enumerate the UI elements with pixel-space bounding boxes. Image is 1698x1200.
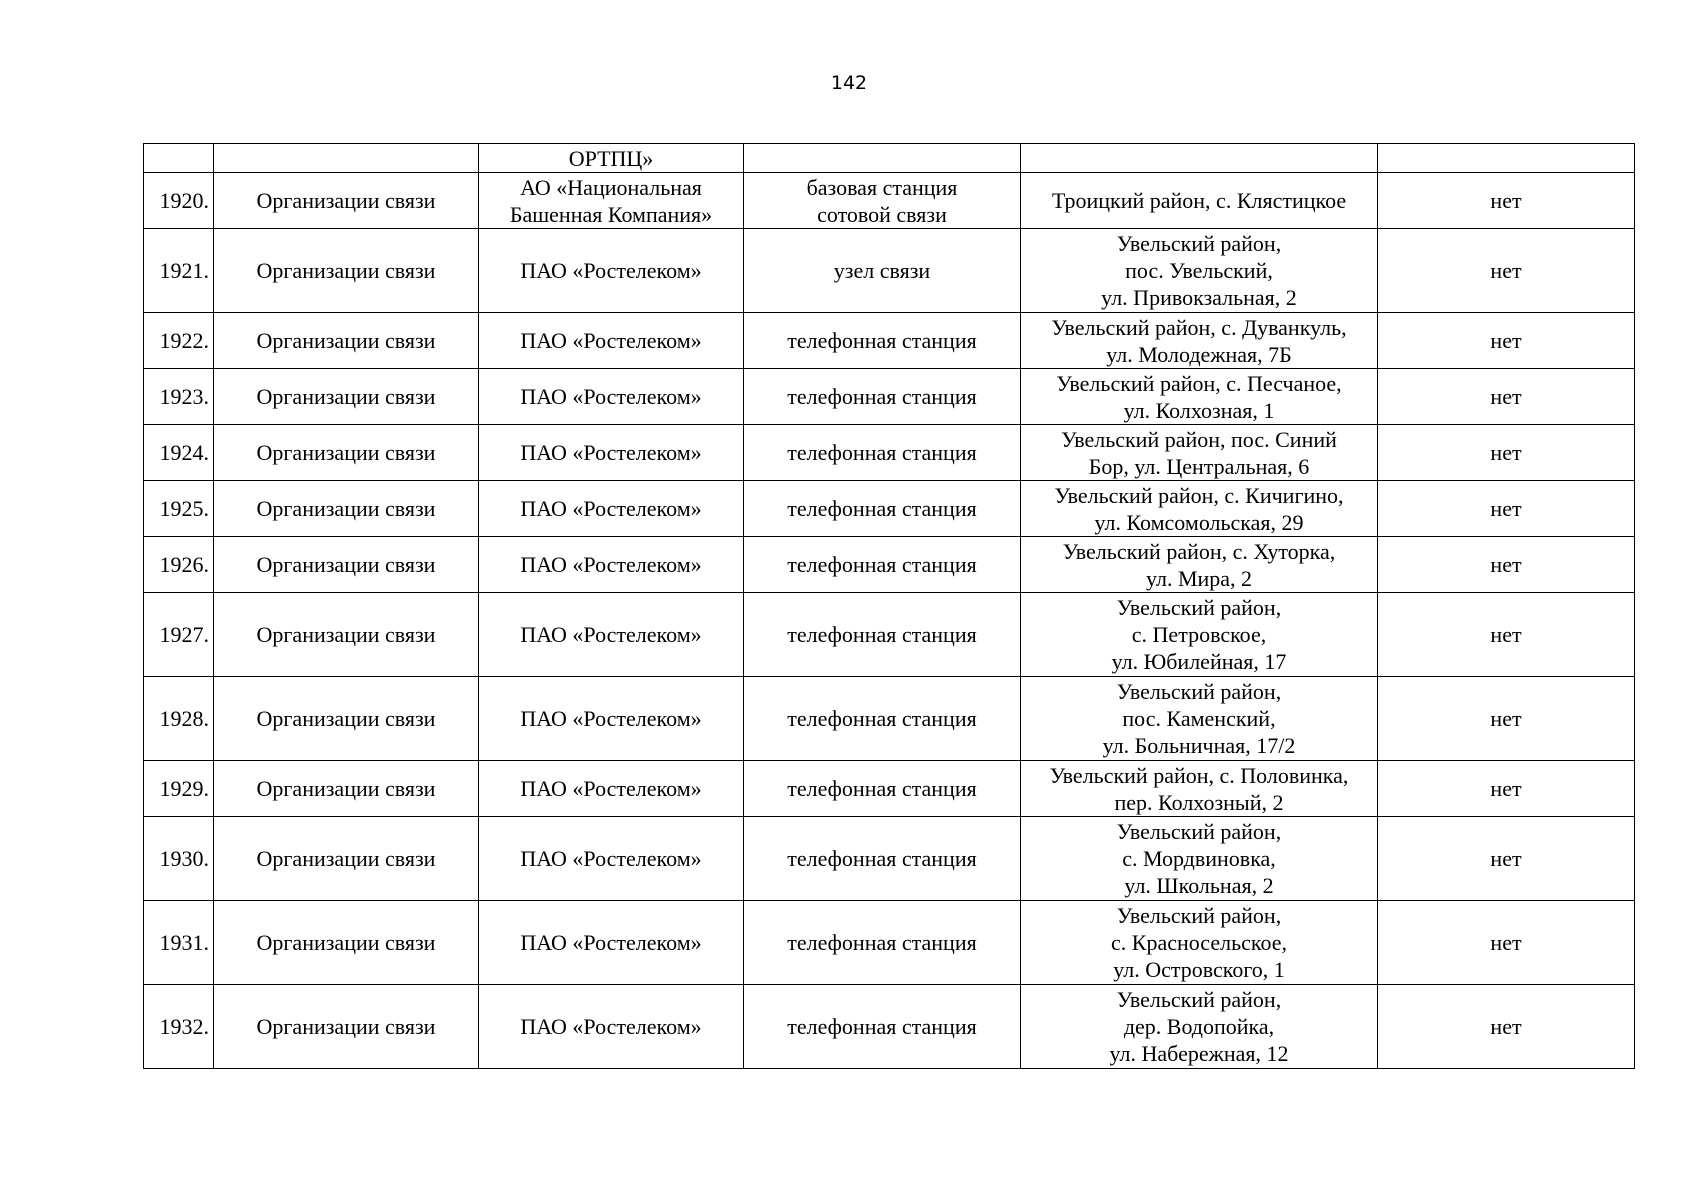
flag-cell: нет <box>1378 537 1635 593</box>
flag-cell: нет <box>1378 369 1635 425</box>
organization-cell: ПАО «Ростелеком» <box>479 537 744 593</box>
flag-cell: нет <box>1378 901 1635 985</box>
category-cell: Организации связи <box>214 369 479 425</box>
address-cell: Увельский район, с. Мордвиновка, ул. Школьная, 2 <box>1021 817 1378 901</box>
row-number-cell: 1922. <box>144 313 214 369</box>
address-cell: Увельский район, с. Дуванкуль, ул. Молодежная, 7Б <box>1021 313 1378 369</box>
objects-table <box>143 143 1635 1069</box>
organization-cell: ПАО «Ростелеком» <box>479 425 744 481</box>
flag-cell: нет <box>1378 985 1635 1069</box>
category-cell: Организации связи <box>214 677 479 761</box>
address-cell: Увельский район, с. Петровское, ул. Юбилейная, 17 <box>1021 593 1378 677</box>
table-row <box>144 593 1635 677</box>
category-cell: Организации связи <box>214 173 479 229</box>
flag-cell: нет <box>1378 593 1635 677</box>
row-number-cell: 1926. <box>144 537 214 593</box>
category-cell: Организации связи <box>214 761 479 817</box>
row-number-cell: 1930. <box>144 817 214 901</box>
address-cell: Увельский район, с. Красносельское, ул. Островского, 1 <box>1021 901 1378 985</box>
objects-table-body <box>144 144 1635 1069</box>
table-row <box>144 173 1635 229</box>
row-number-cell <box>144 144 214 173</box>
table-row <box>144 677 1635 761</box>
row-number-cell: 1925. <box>144 481 214 537</box>
object-type-cell: телефонная станция <box>744 313 1021 369</box>
object-type-cell: телефонная станция <box>744 677 1021 761</box>
table-row <box>144 817 1635 901</box>
organization-cell: ПАО «Ростелеком» <box>479 761 744 817</box>
row-number-cell: 1927. <box>144 593 214 677</box>
table-row <box>144 761 1635 817</box>
organization-cell: ПАО «Ростелеком» <box>479 481 744 537</box>
page-number: 142 <box>830 72 868 94</box>
organization-cell: ПАО «Ростелеком» <box>479 817 744 901</box>
organization-cell: ОРТПЦ» <box>479 144 744 173</box>
object-type-cell: телефонная станция <box>744 593 1021 677</box>
flag-cell: нет <box>1378 229 1635 313</box>
address-cell: Увельский район, пос. Увельский, ул. Привокзальная, 2 <box>1021 229 1378 313</box>
organization-cell: ПАО «Ростелеком» <box>479 229 744 313</box>
object-type-cell: телефонная станция <box>744 985 1021 1069</box>
object-type-cell: телефонная станция <box>744 369 1021 425</box>
flag-cell: нет <box>1378 761 1635 817</box>
address-cell: Троицкий район, с. Клястицкое <box>1021 173 1378 229</box>
flag-cell: нет <box>1378 817 1635 901</box>
category-cell: Организации связи <box>214 425 479 481</box>
table-row <box>144 425 1635 481</box>
flag-cell <box>1378 144 1635 173</box>
row-number-cell: 1928. <box>144 677 214 761</box>
table-row <box>144 481 1635 537</box>
organization-cell: ПАО «Ростелеком» <box>479 901 744 985</box>
organization-cell: ПАО «Ростелеком» <box>479 313 744 369</box>
table-row <box>144 901 1635 985</box>
organization-cell: ПАО «Ростелеком» <box>479 985 744 1069</box>
row-number-cell: 1920. <box>144 173 214 229</box>
address-cell: Увельский район, с. Кичигино, ул. Комсомольская, 29 <box>1021 481 1378 537</box>
category-cell: Организации связи <box>214 901 479 985</box>
address-cell: Увельский район, с. Хуторка, ул. Мира, 2 <box>1021 537 1378 593</box>
organization-cell: ПАО «Ростелеком» <box>479 369 744 425</box>
flag-cell: нет <box>1378 677 1635 761</box>
flag-cell: нет <box>1378 173 1635 229</box>
row-number-cell: 1924. <box>144 425 214 481</box>
object-type-cell: телефонная станция <box>744 481 1021 537</box>
category-cell: Организации связи <box>214 229 479 313</box>
table-row-continuation <box>144 144 1635 173</box>
object-type-cell <box>744 144 1021 173</box>
organization-cell: ПАО «Ростелеком» <box>479 677 744 761</box>
category-cell: Организации связи <box>214 985 479 1069</box>
address-cell: Увельский район, пос. Синий Бор, ул. Центральная, 6 <box>1021 425 1378 481</box>
address-cell: Увельский район, пос. Каменский, ул. Больничная, 17/2 <box>1021 677 1378 761</box>
row-number-cell: 1931. <box>144 901 214 985</box>
flag-cell: нет <box>1378 425 1635 481</box>
category-cell: Организации связи <box>214 313 479 369</box>
organization-cell: АО «Национальная Башенная Компания» <box>479 173 744 229</box>
object-type-cell: телефонная станция <box>744 537 1021 593</box>
flag-cell: нет <box>1378 481 1635 537</box>
address-cell: Увельский район, дер. Водопойка, ул. Набережная, 12 <box>1021 985 1378 1069</box>
table-row <box>144 537 1635 593</box>
row-number-cell: 1923. <box>144 369 214 425</box>
category-cell: Организации связи <box>214 593 479 677</box>
flag-cell: нет <box>1378 313 1635 369</box>
object-type-cell: телефонная станция <box>744 761 1021 817</box>
address-cell <box>1021 144 1378 173</box>
table-row <box>144 229 1635 313</box>
address-cell: Увельский район, с. Песчаное, ул. Колхозная, 1 <box>1021 369 1378 425</box>
object-type-cell: телефонная станция <box>744 901 1021 985</box>
organization-cell: ПАО «Ростелеком» <box>479 593 744 677</box>
object-type-cell: узел связи <box>744 229 1021 313</box>
object-type-cell: базовая станция сотовой связи <box>744 173 1021 229</box>
category-cell: Организации связи <box>214 481 479 537</box>
object-type-cell: телефонная станция <box>744 425 1021 481</box>
object-type-cell: телефонная станция <box>744 817 1021 901</box>
row-number-cell: 1929. <box>144 761 214 817</box>
category-cell <box>214 144 479 173</box>
row-number-cell: 1921. <box>144 229 214 313</box>
table-row <box>144 369 1635 425</box>
category-cell: Организации связи <box>214 537 479 593</box>
address-cell: Увельский район, с. Половинка, пер. Колхозный, 2 <box>1021 761 1378 817</box>
table-row <box>144 313 1635 369</box>
table-row <box>144 985 1635 1069</box>
category-cell: Организации связи <box>214 817 479 901</box>
row-number-cell: 1932. <box>144 985 214 1069</box>
